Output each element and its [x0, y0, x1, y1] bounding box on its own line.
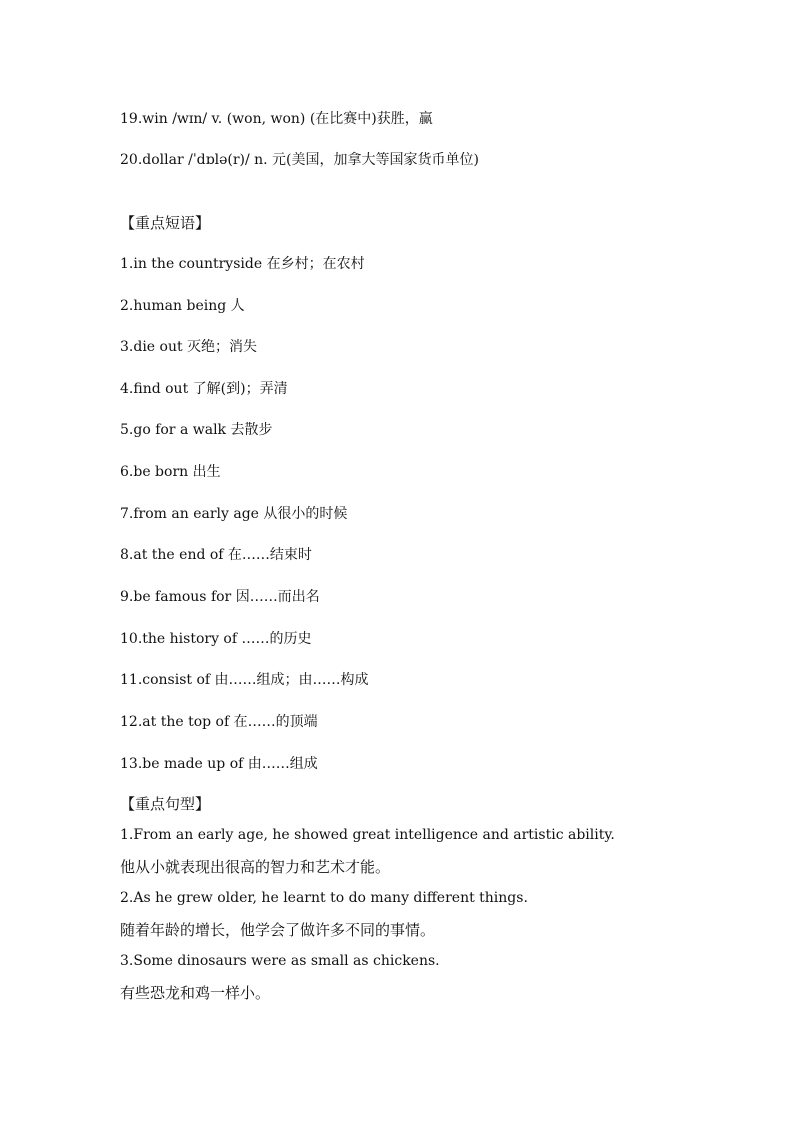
sentence-en: 1.From an early age, he showed great intelligence and artistic ability.	[120, 827, 615, 843]
sentence-cn: 有些恐龙和鸡一样小。	[120, 984, 271, 1002]
vocab-item-19: 19.win /wɪn/ v. (won, won) (在比赛中)获胜，赢	[120, 111, 433, 127]
sentence-cn: 随着年龄的增长，他学会了做许多不同的事情。	[120, 921, 436, 939]
phrase-item: 9.be famous for 因……而出名	[120, 589, 320, 605]
vocab-item-20: 20.dollar /ˈdɒlə(r)/ n. 元(美国，加拿大等国家货币单位)	[120, 152, 479, 168]
phrase-item: 7.from an early age 从很小的时候	[120, 506, 348, 522]
phrase-item: 11.consist of 由……组成；由……构成	[120, 672, 369, 688]
phrase-item: 5.go for a walk 去散步	[120, 422, 273, 438]
phrases-heading: 【重点短语】	[120, 214, 211, 232]
phrase-item: 4.find out 了解(到)；弄清	[120, 381, 288, 397]
sentence-en: 3.Some dinosaurs were as small as chickens.	[120, 953, 440, 969]
phrase-item: 8.at the end of 在……结束时	[120, 547, 312, 563]
phrase-item: 3.die out 灭绝；消失	[120, 339, 258, 355]
phrase-item: 10.the history of ……的历史	[120, 631, 312, 647]
phrase-item: 12.at the top of 在……的顶端	[120, 714, 318, 730]
phrase-item: 13.be made up of 由……组成	[120, 756, 318, 772]
sentence-cn: 他从小就表现出很高的智力和艺术才能。	[120, 858, 391, 876]
phrase-item: 2.human being 人	[120, 298, 245, 314]
phrase-item: 6.be born 出生	[120, 464, 221, 480]
sentences-heading: 【重点句型】	[120, 795, 211, 813]
sentence-en: 2.As he grew older, he learnt to do many different things.	[120, 890, 528, 906]
phrase-item: 1.in the countryside 在乡村；在农村	[120, 256, 365, 272]
